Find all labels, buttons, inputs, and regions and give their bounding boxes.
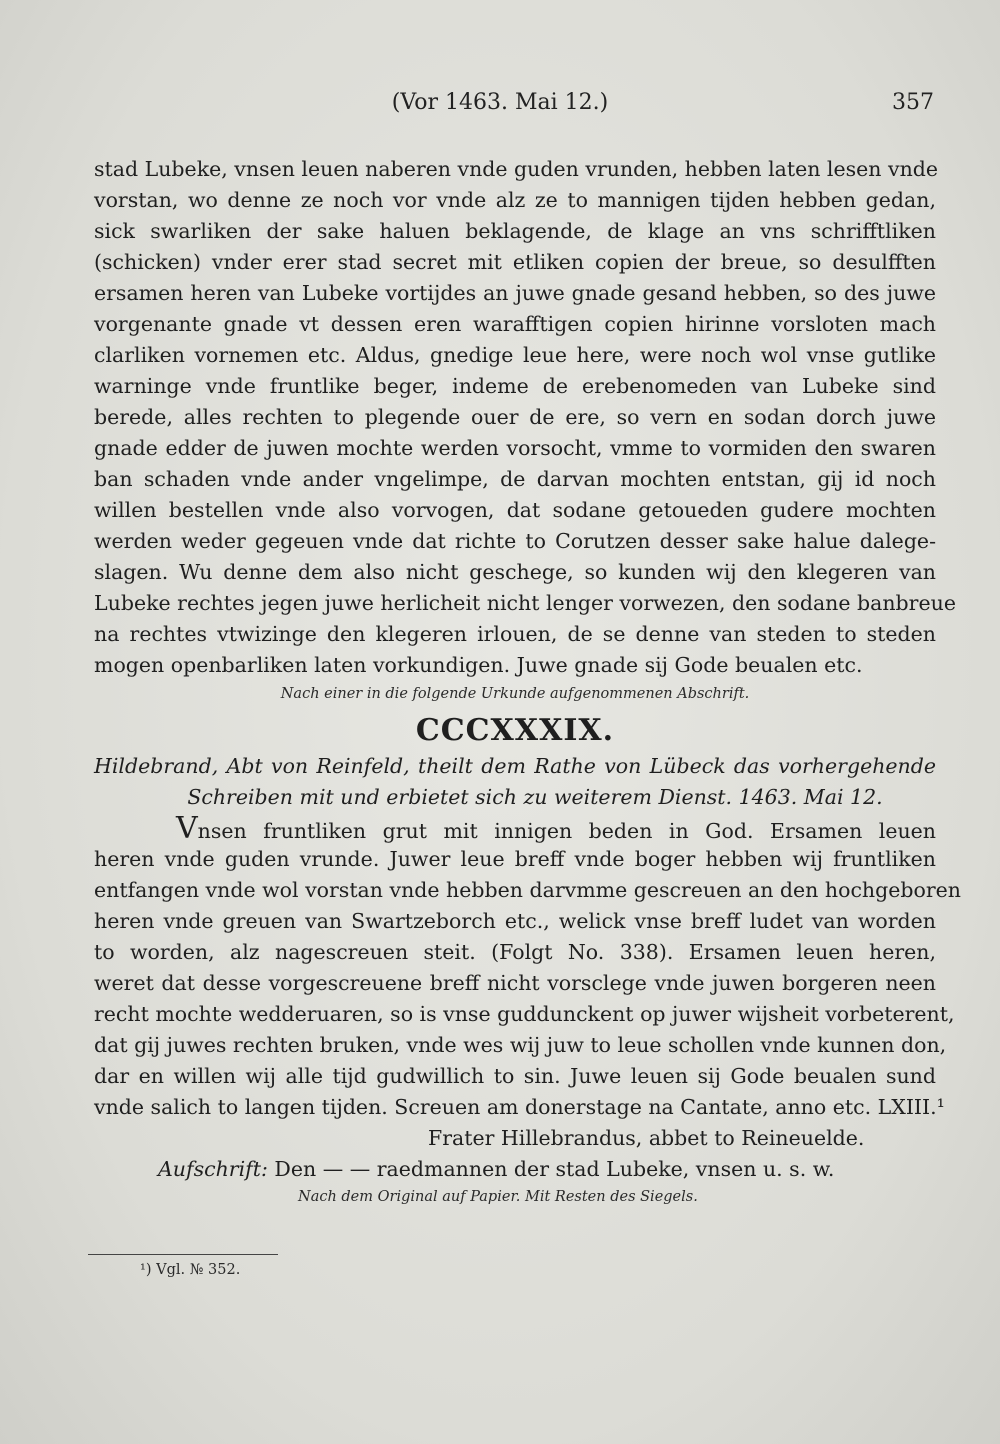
text-line: werden weder gegeuen vnde dat richte to Corutzen desser sake halue dalege- [94,529,936,553]
footnote-marker: ¹) [140,1262,152,1278]
document-title-line-2: Schreiben mit und erbietet sich zu weiterem Dienst. 1463. Mai 12. [187,785,883,809]
text-line: warninge vnde fruntlike beger, indeme de erebenomeden van Lubeke sind [94,374,936,398]
text-line: ban schaden vnde ander vngelimpe, de darvan mochten entstan, gij id noch [94,467,936,491]
running-title: (Vor 1463. Mai 12.) [391,90,609,115]
source-note-2: Nach dem Original auf Papier. Mit Resten des Siegels. [298,1189,698,1205]
text-line: (schicken) vnder erer stad secret mit etliken copien der breue, so desulfften [94,250,936,274]
text-line: recht mochte wedderuaren, so is vnse guddunckent op juwer wijsheit vorbeterent, [94,1002,955,1026]
text-line: heren vnde greuen van Swartzeborch etc., welick vnse breff ludet van worden [94,909,936,933]
text-line: weret dat desse vorgescreuene breff nicht vorsclege vnde juwen borgeren neen [94,971,936,995]
source-note-1: Nach einer in die folgende Urkunde aufgenommenen Abschrift. [280,686,750,702]
text-part-1 [94,154,956,681]
aufschrift [94,1154,936,1185]
document-title-line-1: Hildebrand, Abt von Reinfeld, theilt dem Rathe von Lübeck das vorhergehende [94,754,936,778]
footnote [140,1262,240,1278]
text-line-content: nsen fruntliken grut mit innigen beden in God. Ersamen leuen [197,819,936,843]
text-line: willen bestellen vnde also vorvogen, dat sodane getoueden gudere mochten [94,498,936,522]
text-line [94,813,936,844]
document-title [94,751,936,813]
text-line: slagen. Wu denne dem also nicht geschege, so kunden wij den klegeren van [94,560,936,584]
text-line: ersamen heren van Lubeke vortijdes an juwe gnade gesand hebben, so des juwe [94,281,936,305]
text-line: sick swarliken der sake haluen beklagende, de klage an vns schrifftliken [94,219,936,243]
page-header [0,88,1000,122]
text-line: berede, alles rechten to plegende ouer de ere, so vern en sodan dorch juwe [94,405,936,429]
text-line: vorstan, wo denne ze noch vor vnde alz ze to mannigen tijden hebben gedan, [94,188,936,212]
text-line: vnde salich to langen tijden. Screuen am donerstage na Cantate, anno etc. LXIII.¹ [94,1095,945,1119]
text-line: mogen openbarliken laten vorkundigen. Juwe gnade sij Gode beualen etc. [94,653,863,677]
text-line: na rechtes vtwizinge den klegeren irlouen, de se denne van steden to steden [94,622,936,646]
text-line: to worden, alz nagescreuen steit. (Folgt No. 338). Ersamen leuen heren, [94,940,936,964]
footnote-text: Vgl. № 352. [156,1262,241,1278]
signature: Frater Hillebrandus, abbet to Reineuelde. [428,1126,865,1150]
aufschrift-label: Aufschrift: [158,1157,268,1181]
text-line: dar en willen wij alle tijd gudwillich to sin. Juwe leuen sij Gode beualen sund [94,1064,936,1088]
text-line: Lubeke rechtes jegen juwe herlicheit nicht lenger vorwezen, den sodane banbreue [94,591,956,615]
text-line: heren vnde guden vrunde. Juwer leue breff vnde boger hebben wij fruntliken [94,847,936,871]
text-line: dat gij juwes rechten bruken, vnde wes wij juw to leue schollen vnde kunnen don, [94,1033,947,1057]
text-part-2 [94,811,961,1123]
page-body [94,154,961,1209]
text-line: clarliken vornemen etc. Aldus, gnedige leue here, were noch wol vnse gutlike [94,343,936,367]
text-line: entfangen vnde wol vorstan vnde hebben darvmme gescreuen an den hochgeboren [94,878,961,902]
aufschrift-text: Den — — raedmannen der stad Lubeke, vnsen u. s. w. [274,1157,835,1181]
document-number: CCCXXXIX. [415,713,615,748]
text-line: vorgenante gnade vt dessen eren warafftigen copien hirinne vorsloten mach [94,312,936,336]
page-number: 357 [892,90,934,115]
footnote-rule [88,1254,278,1255]
initial-letter: V [176,811,198,846]
text-line: gnade edder de juwen mochte werden vorsocht, vmme to vormiden den swaren [94,436,936,460]
text-line: stad Lubeke, vnsen leuen naberen vnde guden vrunden, hebben laten lesen vnde [94,157,939,181]
